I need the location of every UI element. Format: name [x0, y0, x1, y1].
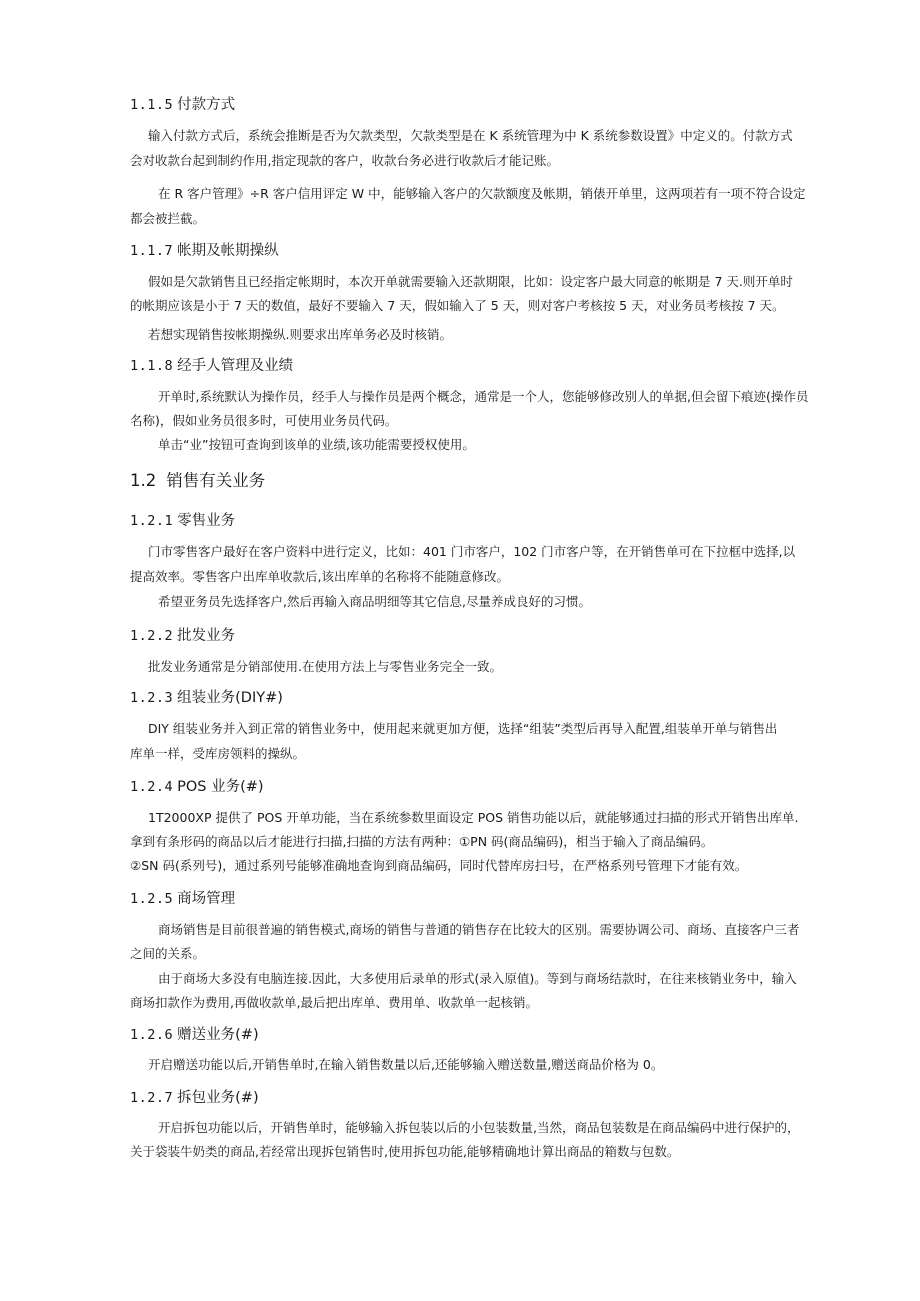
- paragraph-line: ②SN 码(系列号)，通过系列号能够准确地查询到商品编码，同时代替库房扫号，在严格系列号管理下才能有效。: [130, 858, 748, 873]
- paragraph-line: 都会被拦截。: [130, 211, 206, 226]
- paragraph-line: 会对收款台起到制约作用,指定现款的客户，收款台务必进行收款后才能记账。: [130, 153, 559, 168]
- section-heading-1-1-5: 1.1.5 付款方式: [130, 97, 236, 113]
- paragraph-line: 库单一样，受库房领料的操纵。: [130, 746, 306, 761]
- section-heading-1-2-4: 1.2.4 POS 业务(#): [130, 779, 264, 795]
- paragraph-line: 开启赠送功能以后,开销售单时,在输入销售数量以后,还能够输入赠送数量,赠送商品价格为 0。: [148, 1057, 664, 1072]
- section-heading-1-2-7: 1.2.7 拆包业务(#): [130, 1090, 259, 1106]
- paragraph-line: 若想实现销售按帐期操纵.则要求出库单务必及时核销。: [148, 327, 452, 342]
- paragraph-line: 1T2000XP 提供了 POS 开单功能，当在系统参数里面设定 POS 销售功能以后，就能够通过扫描的形式开销售出库单.: [148, 810, 799, 825]
- paragraph-line: 商场销售是目前很普遍的销售模式,商场的销售与普通的销售存在比较大的区别。需要协调公司、商场、直接客户三者: [158, 922, 800, 937]
- section-heading-1-2-5: 1.2.5 商场管理: [130, 891, 236, 907]
- paragraph-line: 拿到有条形码的商品以后才能进行扫描,扫描的方法有两种：①PN 码(商品编码)，相当于输入了商品编码。: [130, 834, 714, 849]
- paragraph-line: 名称)，假如业务员很多时，可使用业务员代码。: [130, 413, 398, 428]
- section-heading-1-2-1: 1.2.1 零售业务: [130, 513, 236, 529]
- paragraph-line: 的帐期应该是小于 7 天的数值，最好不要输入 7 天，假如输入了 5 天，则对客户考核按 5 天，对业务员考核按 7 天。: [130, 298, 785, 313]
- paragraph-line: 开启拆包功能以后，开销售单时，能够输入拆包装以后的小包装数量,当然，商品包装数是在商品编码中进行保护的，: [158, 1120, 800, 1135]
- paragraph-line: 开单时,系统默认为操作员，经手人与操作员是两个概念，通常是一个人，您能够修改别人的单据,但会留下痕迹(操作员: [158, 389, 809, 404]
- section-heading-1-1-8: 1.1.8 经手人管理及业绩: [130, 358, 294, 374]
- section-heading-1-2-3: 1.2.3 组装业务(DIY#): [130, 690, 283, 706]
- section-heading-1-2-2: 1.2.2 批发业务: [130, 628, 236, 644]
- paragraph-line: 假如是欠款销售且已经指定帐期时，本次开单就需要输入还款期限，比如：设定客户最大同意的帐期是 7 天.则开单时: [148, 274, 793, 289]
- paragraph-line: 由于商场大多没有电脑连接.因此，大多使用后录单的形式(录入原值)。等到与商场结款时，在往来核销业务中，输入: [158, 971, 797, 986]
- paragraph-line: 在 R 客户管理》÷R 客户信用评定 W 中，能够输入客户的欠款额度及帐期，销俵开单里，这两项若有一项不符合设定: [158, 186, 806, 201]
- paragraph-line: 关于袋装牛奶类的商品,若经常出现拆包销售时,使用拆包功能,能够精确地计算出商品的箱数与包数。: [130, 1144, 680, 1159]
- section-heading-1-2: 1.2 销售有关业务: [130, 471, 266, 490]
- section-heading-1-2-6: 1.2.6 赠送业务(#): [130, 1027, 259, 1043]
- paragraph-line: 之间的关系。: [130, 946, 206, 961]
- paragraph-line: 提高效率。零售客户出库单收款后,该出库单的名称将不能随意修改。: [130, 569, 509, 584]
- paragraph-line: 商场扣款作为费用,再做收款单,最后把出库单、费用单、收款单一起核销。: [130, 995, 538, 1010]
- paragraph-line: 输入付款方式后，系统会推断是否为欠款类型，欠款类型是在 K 系统管理为中 K 系统参数设置》中定义的。付款方式: [148, 128, 793, 143]
- section-heading-1-1-7: 1.1.7 帐期及帐期操纵: [130, 243, 279, 259]
- paragraph-line: 批发业务通常是分销部使用.在使用方法上与零售业务完全一致。: [148, 659, 502, 674]
- paragraph-line: DIY 组装业务并入到正常的销售业务中，使用起来就更加方便，选择“组装”类型后再导入配置,组装单开单与销售出: [148, 721, 778, 736]
- paragraph-line: 希望亚务员先选择客户,然后再输入商品明细等其它信息,尽量养成良好的习惯。: [158, 594, 591, 609]
- paragraph-line: 门市零售客户最好在客户资料中进行定义，比如：401 门市客户，102 门市客户等，在开销售单可在下拉框中选择,以: [148, 544, 796, 559]
- paragraph-line: 单击“业”按钮可查询到该单的业绩,该功能需要授权使用。: [158, 437, 475, 452]
